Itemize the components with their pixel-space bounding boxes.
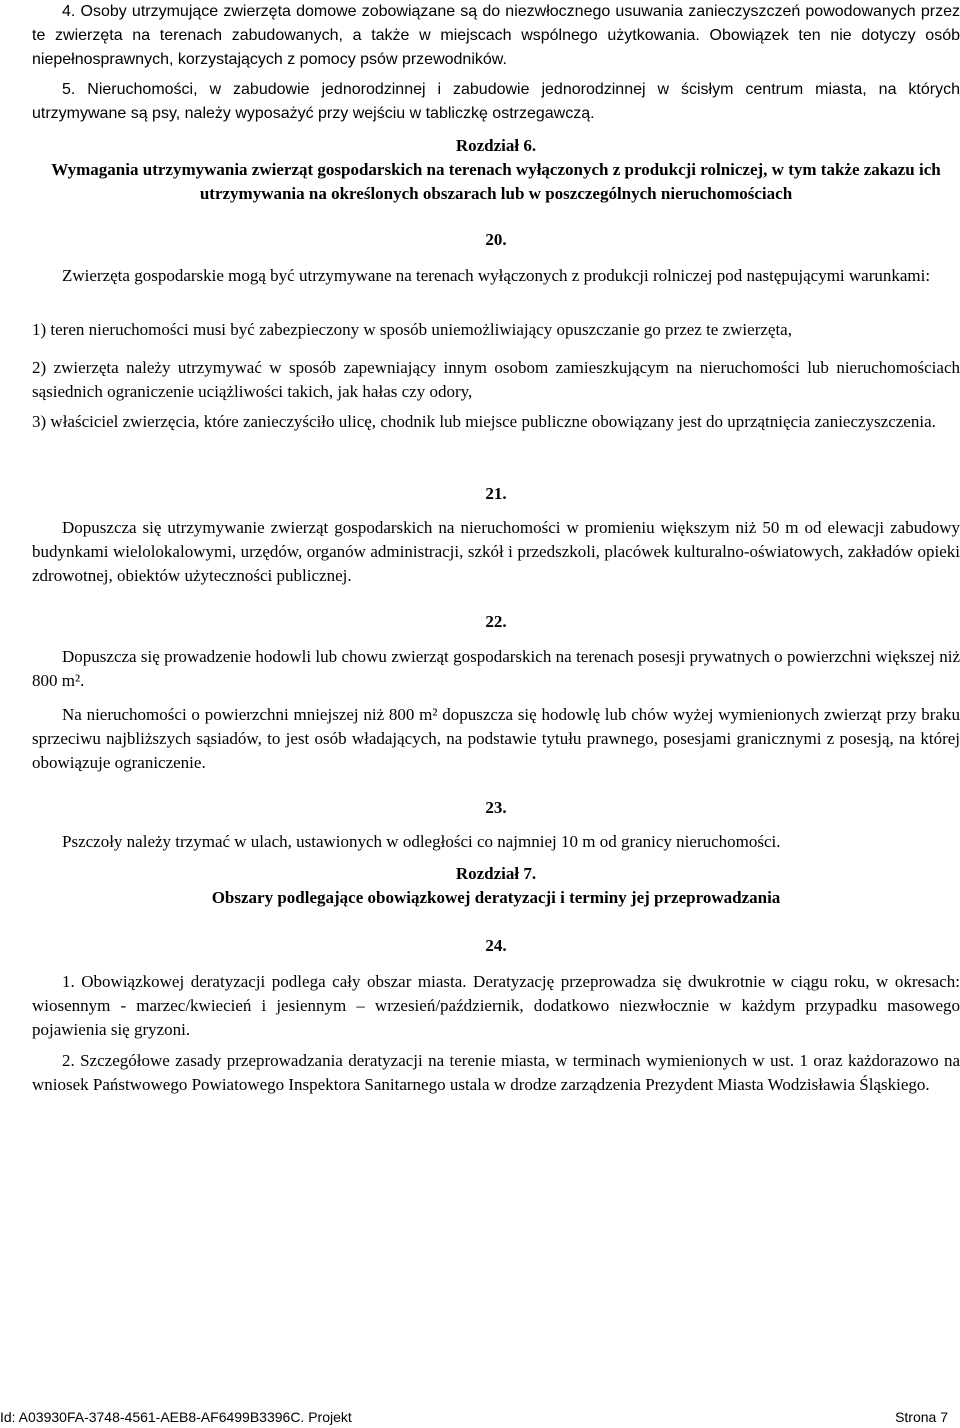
section-20-item-2: 2) zwierzęta należy utrzymywać w sposób zapewniający innym osobom zamieszkującym na nieruchomości lub nieruchomościach sąsiednich ograniczenie uciążliwości takich, jak hałas czy odory, [32, 358, 960, 401]
section-23-text: Pszczoły należy trzymać w ulach, ustawionych w odległości co najmniej 10 m od granicy nieruchomości. [62, 832, 781, 851]
chapter-6-label: Rozdział 6. [455, 136, 537, 155]
section-21-text: Dopuszcza się utrzymywanie zwierząt gospodarskich na nieruchomości w promieniu większym niż 50 m od elewacji zabudowy budynkami wielolokalowymi, urzędów, organów administracji, szkół i przedszkoli, placówek kulturalno-oświatowych, zakładów opieki zdrowotnej, obiektów użyteczności publicznej. [32, 518, 960, 585]
chapter-7-title: Obszary podlegające obowiązkowej deratyzacji i terminy jej przeprowadzania [211, 888, 781, 907]
page-number: Strona 7 [895, 1409, 948, 1425]
paragraph-5: 5. Nieruchomości, w zabudowie jednorodzinnej i zabudowie jednorodzinnej w ścisłym centrum miasta, na których utrzymywane są psy, należy wyposażyć przy wejściu w tabliczkę ostrzegawczą. [32, 81, 960, 122]
section-22-heading: 22. [485, 612, 507, 631]
paragraph-4: 4. Osoby utrzymujące zwierzęta domowe zobowiązane są do niezwłocznego usuwania zanieczyszczeń powodowanych przez te zwierzęta na terenach zabudowanych, a także w miejscach wspólnego użytkowania. Obowiązek ten nie dotyczy osób niepełnosprawnych, korzystających z pomocy psów przewodników. [32, 3, 960, 68]
page-footer [0, 1406, 960, 1428]
section-20-intro: Zwierzęta gospodarskie mogą być utrzymywane na terenach wyłączonych z produkcji rolniczej pod następującymi warunkami: [62, 266, 931, 285]
section-21-heading: 21. [485, 484, 507, 503]
section-22-text-1: Dopuszcza się prowadzenie hodowli lub chowu zwierząt gospodarskich na terenach posesji prywatnych o powierzchni większej niż 800 m². [32, 647, 960, 690]
chapter-6-title: Wymagania utrzymywania zwierząt gospodarskich na terenach wyłączonych z produkcji rolniczej, w tym także zakazu ich utrzymywania na określonych obszarach lub w poszczególnych nieruchomościach [51, 160, 941, 203]
section-20-item-1: 1) teren nieruchomości musi być zabezpieczony w sposób uniemożliwiający opuszczanie go przez te zwierzęta, [32, 320, 792, 339]
section-22-text-2: Na nieruchomości o powierzchni mniejszej niż 800 m² dopuszcza się hodowlę lub chów wyżej wymienionych zwierząt przy braku sprzeciwu najbliższych sąsiadów, to jest osób władających, na podstawie tytułu prawnego, posesjami granicznymi z posesją, na której obowiązuje ograniczenie. [32, 705, 960, 772]
section-24-text-2: 2. Szczegółowe zasady przeprowadzania deratyzacji na terenie miasta, w terminach wymienionych w ust. 1 oraz każdorazowo na wniosek Państwowego Powiatowego Inspektora Sanitarnego ustala w drodze zarządzenia Prezydent Miasta Wodzisławia Śląskiego. [32, 1051, 960, 1094]
section-24-heading: 24. [485, 936, 507, 955]
document-id: Id: A03930FA-3748-4561-AEB8-AF6499B3396C. Projekt [0, 1409, 352, 1425]
chapter-7-label: Rozdział 7. [455, 864, 537, 883]
section-23-heading: 23. [485, 798, 507, 817]
section-24-text-1: 1. Obowiązkowej deratyzacji podlega cały obszar miasta. Deratyzację przeprowadza się dwukrotnie w ciągu roku, w okresach: wiosennym - marzec/kwiecień i jesiennym – wrzesień/październik, dodatkowo niezwłocznie w każdym przypadku masowego pojawienia się gryzoni. [32, 972, 960, 1039]
section-20-item-3: 3) właściciel zwierzęcia, które zanieczyściło ulicę, chodnik lub miejsce publiczne obowiązany jest do uprzątnięcia zanieczyszczenia. [32, 412, 936, 431]
section-20-heading: 20. [485, 230, 507, 249]
